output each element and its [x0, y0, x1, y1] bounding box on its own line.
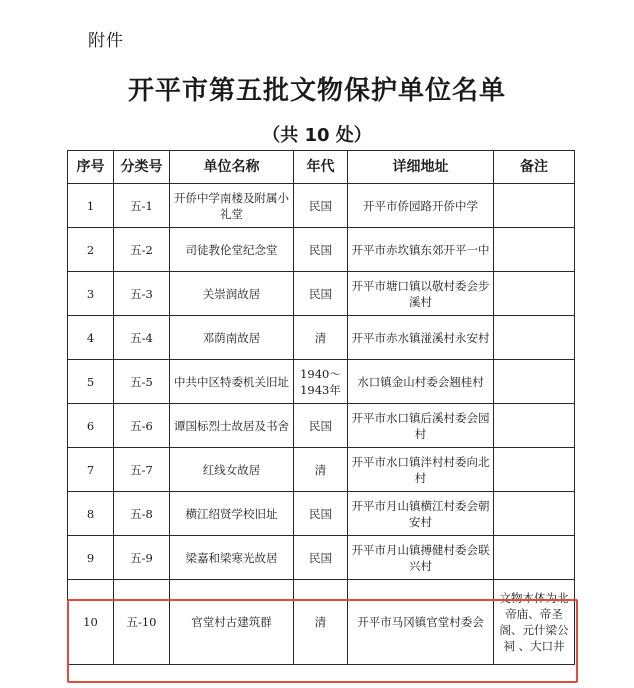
cell-category: 五-10: [114, 580, 170, 665]
cell-note: [494, 536, 575, 580]
cell-category: 五-6: [114, 404, 170, 448]
cell-name: 红线女故居: [170, 448, 294, 492]
col-header-category: 分类号: [114, 151, 170, 184]
cell-seq: 3: [68, 272, 114, 316]
cell-era: 民国: [294, 536, 348, 580]
cell-address: 开平市水口镇泮村村委向北村: [348, 448, 494, 492]
cell-category: 五-9: [114, 536, 170, 580]
cell-name: 谭国标烈士故居及书舍: [170, 404, 294, 448]
cell-category: 五-7: [114, 448, 170, 492]
cell-category: 五-2: [114, 228, 170, 272]
cell-seq: 4: [68, 316, 114, 360]
cell-seq: 5: [68, 360, 114, 404]
col-header-era: 年代: [294, 151, 348, 184]
cell-note: [494, 228, 575, 272]
cell-name: 开侨中学南楼及附属小礼堂: [170, 184, 294, 228]
table-row: [68, 360, 575, 404]
cell-era: 清: [294, 580, 348, 665]
cell-note: [494, 184, 575, 228]
cell-address: 开平市水口镇后溪村委会园村: [348, 404, 494, 448]
cell-era: 民国: [294, 228, 348, 272]
cell-note: [494, 316, 575, 360]
cell-era: 1940～1943年: [294, 360, 348, 404]
table-row: [68, 448, 575, 492]
col-header-note: 备注: [494, 151, 575, 184]
table-row: [68, 580, 575, 665]
cell-address: 水口镇金山村委会翘桂村: [348, 360, 494, 404]
table-row: [68, 536, 575, 580]
cell-seq: 2: [68, 228, 114, 272]
cell-note: [494, 272, 575, 316]
attachment-label: 附件: [88, 31, 124, 51]
cell-note: [494, 404, 575, 448]
table-row: [68, 404, 575, 448]
cell-name: 横江绍贤学校旧址: [170, 492, 294, 536]
cell-note: [494, 448, 575, 492]
cell-address: 开平市赤水镇湴溪村永安村: [348, 316, 494, 360]
document-title: 开平市第五批文物保护单位名单: [127, 76, 506, 106]
cell-address: 开平市月山镇横江村委会朝安村: [348, 492, 494, 536]
table-header-row: [68, 151, 575, 184]
cell-address: 开平市月山镇搏健村委会联兴村: [348, 536, 494, 580]
cell-category: 五-8: [114, 492, 170, 536]
cell-seq: 10: [68, 580, 114, 665]
cell-seq: 7: [68, 448, 114, 492]
cell-note: [494, 492, 575, 536]
cell-era: 民国: [294, 404, 348, 448]
col-header-seq: 序号: [68, 151, 114, 184]
cell-address: 开平市塘口镇以敬村委会步溪村: [348, 272, 494, 316]
cell-note: [494, 360, 575, 404]
cell-name: 关崇润故居: [170, 272, 294, 316]
cell-name: 官堂村古建筑群: [170, 580, 294, 665]
cell-era: 民国: [294, 272, 348, 316]
cell-name: 司徒教伦堂纪念堂: [170, 228, 294, 272]
document-subtitle: （共 10 处）: [262, 125, 372, 146]
table-row: [68, 184, 575, 228]
cell-category: 五-3: [114, 272, 170, 316]
cell-address: 开平市马冈镇官堂村委会: [348, 580, 494, 665]
col-header-address: 详细地址: [348, 151, 494, 184]
cell-seq: 8: [68, 492, 114, 536]
table-row: [68, 272, 575, 316]
cell-name: 中共中区特委机关旧址: [170, 360, 294, 404]
cell-era: 民国: [294, 184, 348, 228]
col-header-name: 单位名称: [170, 151, 294, 184]
cell-name: 梁嘉和梁寒光故居: [170, 536, 294, 580]
cell-address: 开平市赤坎镇东郊开平一中: [348, 228, 494, 272]
cell-category: 五-5: [114, 360, 170, 404]
table-row: [68, 492, 575, 536]
cell-category: 五-4: [114, 316, 170, 360]
table-row: [68, 316, 575, 360]
cell-era: 清: [294, 316, 348, 360]
cell-name: 邓荫南故居: [170, 316, 294, 360]
table-row: [68, 228, 575, 272]
cell-seq: 6: [68, 404, 114, 448]
cell-seq: 1: [68, 184, 114, 228]
cell-era: 清: [294, 448, 348, 492]
cell-address: 开平市侨园路开侨中学: [348, 184, 494, 228]
cell-seq: 9: [68, 536, 114, 580]
cell-era: 民国: [294, 492, 348, 536]
cell-category: 五-1: [114, 184, 170, 228]
heritage-table: [67, 150, 575, 665]
cell-note: 文物本体为北帝庙、帝圣阁、元什梁公祠 、大口井: [494, 580, 575, 665]
